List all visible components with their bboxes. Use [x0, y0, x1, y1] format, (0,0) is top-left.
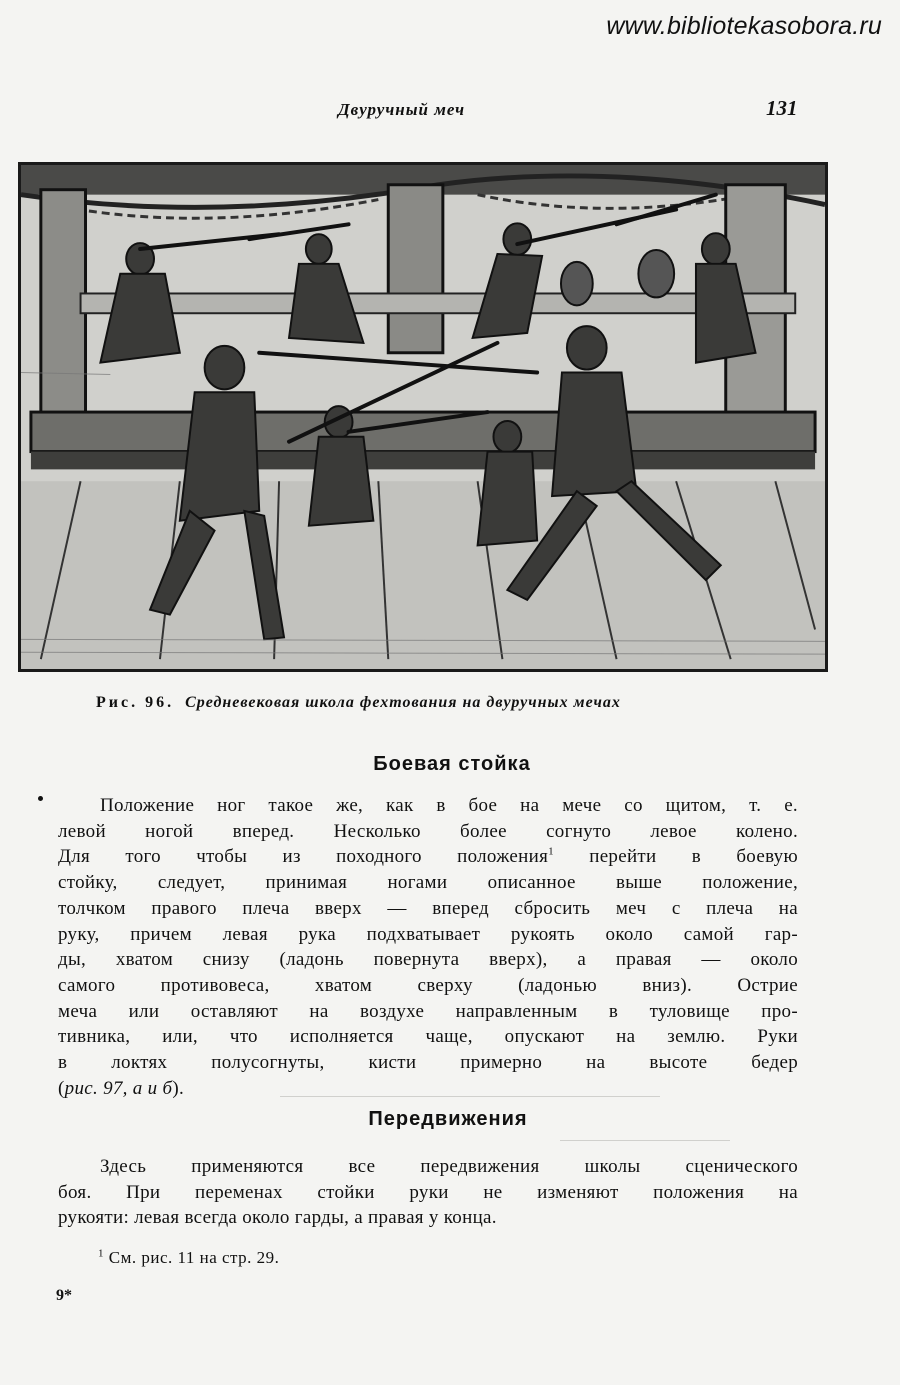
text-line: толчком правого плеча вверх — вперед сбросить меч с плеча на	[58, 897, 798, 919]
text-line: меча или оставляют на воздухе направленным в туловище про-	[58, 1000, 798, 1022]
text-line: Положение ног такое же, как в бое на мече со щитом, т. е.	[100, 795, 798, 816]
page-number: 131	[766, 96, 798, 120]
text-line: (рис. 97, а и б).	[58, 1077, 185, 1099]
printer-signature: 9*	[56, 1287, 72, 1304]
print-smudge	[560, 1140, 730, 1141]
text-line: руку, причем левая рука подхватывает рукоять около самой гар-	[58, 923, 798, 945]
margin-dot	[38, 796, 43, 801]
running-head: Двуручный меч	[338, 100, 466, 119]
watermark: www.bibliotekasobora.ru	[606, 12, 882, 40]
figure-label: Рис. 96.	[96, 694, 175, 711]
text-line: самого противовеса, хватом сверху (ладонью вниз). Острие	[58, 974, 798, 996]
footnote-marker: 1	[548, 846, 554, 859]
footnote	[98, 1248, 279, 1268]
text-line: стойку, следует, принимая ногами описанное выше положение,	[58, 872, 798, 894]
section-heading-movements: Передвижения	[368, 1108, 528, 1130]
footnote-text: См. рис. 11 на стр. 29.	[108, 1248, 280, 1267]
text-segment: перейти в боевую	[589, 846, 798, 868]
text-line: рукояти: левая всегда около гарды, а правая у конца.	[58, 1207, 497, 1229]
figure-caption	[96, 694, 796, 712]
text-line: левой ногой вперед. Несколько более согнуто левое колено.	[58, 820, 798, 842]
text-line: Здесь применяются все передвижения школы сценического	[100, 1156, 798, 1177]
woodcut-illustration	[21, 165, 825, 669]
figure-reference: рис. 97, а и б	[64, 1077, 173, 1099]
text-line: в локтях полусогнуты, кисти примерно на высоте бедер	[58, 1052, 798, 1074]
paragraph-movements	[58, 1154, 798, 1231]
footnote-number: 1	[98, 1247, 104, 1260]
text-line: боя. При переменах стойки руки не изменяют положения на	[58, 1181, 798, 1203]
print-smudge	[280, 1096, 660, 1097]
figure-title: Средневековая школа фехтования на двуручных мечах	[185, 694, 621, 711]
paragraph-combat-stance	[58, 793, 798, 1101]
text-line: ды, хватом снизу (ладонь повернута вверх), а правая — около	[58, 949, 798, 971]
figure-illustration	[18, 162, 828, 672]
text-segment: Для того чтобы из походного положения	[58, 846, 549, 868]
text-line	[58, 844, 798, 870]
text-line: тивника, или, что исполняется чаще, опускают на землю. Руки	[58, 1026, 798, 1048]
section-heading-combat-stance: Боевая стойка	[373, 753, 531, 775]
